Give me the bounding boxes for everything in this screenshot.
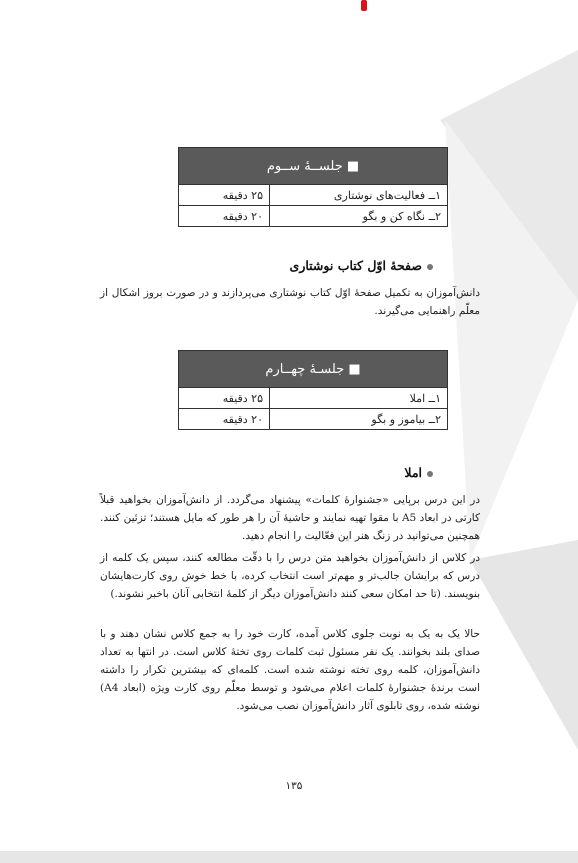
activity-cell: ۲ــ نگاه کن و بگو	[269, 206, 447, 226]
session-three-table	[178, 147, 448, 227]
paragraph	[100, 549, 480, 603]
table-row	[179, 205, 447, 226]
table-row	[179, 184, 447, 205]
table-row	[179, 408, 447, 429]
session-three-title: ■ جلســهٔ ســوم	[179, 148, 447, 184]
time-cell: ۲۵ دقیقه	[222, 188, 263, 202]
heading-text: املا	[404, 465, 422, 480]
activity-cell: ۱ــ املا	[269, 388, 447, 408]
time-cell: ۲۰ دقیقه	[222, 209, 263, 223]
paragraph-text: در کلاس از دانش‌آموزان بخواهید متن درس را با دقّت مطالعه کنند، سپس یک کلمه از درس که برایشان جالب‌تر و مهم‌تر است انتخاب کرده، با خط خوش روی کارت‌هایشان بنویسند. (تا حد امکان سعی کنند دانش‌آموزان دیگر از کلمهٔ انتخابی آنان باخبر نشوند.)	[100, 552, 480, 600]
page-number-text: ۱۳۵	[285, 780, 303, 792]
paragraph	[100, 625, 480, 715]
time-cell: ۲۰ دقیقه	[222, 412, 263, 426]
time-cell: ۲۵ دقیقه	[222, 391, 263, 405]
bullet-icon	[427, 264, 433, 270]
paragraph	[100, 491, 480, 545]
paragraph-text: دانش‌آموزان به تکمیل صفحهٔ اوّل کتاب نوشتاری می‌پردازند و در صورت بروز اشکال از معلّم راهنمایی می‌گیرند.	[100, 287, 480, 317]
session-four-title: ■ جلسـهٔ چهــارم	[179, 351, 447, 387]
section-heading	[404, 465, 433, 480]
paragraph-text: در این درس برپایی «جشنوارهٔ کلمات» پیشنهاد می‌گردد. از دانش‌آموزان بخواهید قبلاً کارتی در ابعاد A5 با مقوا تهیه نمایند و حاشیهٔ آن را هر طور که مایل هستند؛ تزئین کنند. همچنین می‌توانید در زنگ هنر این فعّالیت را انجام دهید.	[100, 494, 480, 542]
session-four-table	[178, 350, 448, 430]
bullet-icon	[427, 471, 433, 477]
activity-cell: ۲ــ بیاموز و بگو	[269, 409, 447, 429]
paragraph-text: حالا یک به یک به نوبت جلوی کلاس آمده، کارت خود را به جمع کلاس نشان دهند و با صدای بلند بخوانند. یک نفر مسئول ثبت کلمات روی تختهٔ کلاس است. در انتها به تعداد دانش‌آموزان، کلمه روی تخته نوشته شده است. کلمه‌ای که بیشترین تکرار را داشته است برندهٔ جشنوارهٔ کلمات اعلام می‌شود و توسط معلّم روی کارت ویژه (ابعاد A4) نوشته شده، روی تابلوی آثار دانش‌آموزان نصب می‌شود.	[100, 628, 480, 712]
activity-cell: ۱ــ فعالیت‌های نوشتاری	[269, 185, 447, 205]
bottom-strip	[0, 851, 578, 863]
top-marker	[361, 0, 367, 11]
section-heading	[290, 258, 433, 273]
heading-text: صفحهٔ اوّل کتاب نوشتاری	[289, 258, 422, 273]
paragraph	[100, 284, 480, 320]
page-number	[272, 780, 316, 792]
table-row	[179, 387, 447, 408]
